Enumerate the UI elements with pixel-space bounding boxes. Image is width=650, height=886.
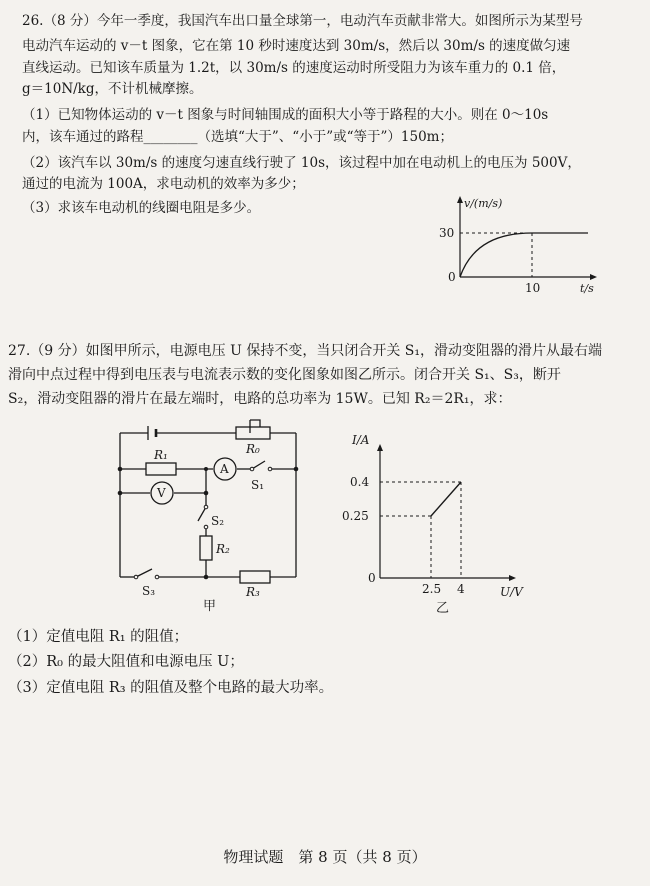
q26-line-7: （2）该汽车以 30m/s 的速度匀速直线行驶了 10s，该过程中加在电动机上的电压为 500V， (22, 155, 581, 171)
iu-x-arrow-icon (509, 575, 516, 581)
iu-y-tick-04: 0.4 (350, 475, 370, 489)
iu-caption: 乙 (436, 601, 450, 616)
r1-label: R₁ (154, 448, 168, 462)
q27-sub-3: （3）定值电阻 R₃ 的阻值及整个电路的最大功率。 (8, 680, 334, 696)
q26-line-9: （3）求该车电动机的线圈电阻是多少。 (22, 200, 261, 216)
iu-y-label: I/A (352, 433, 370, 447)
q27-sub-1: （1）定值电阻 R₁ 的阻值； (8, 629, 189, 645)
q26-line-2: 电动汽车运动的 v－t 图象，它在第 10 秒时速度达到 30m/s，然后以 30m/s 的速度做匀速 (22, 38, 571, 54)
voltmeter-label: V (157, 486, 166, 500)
r2-resistor (200, 536, 212, 560)
q27-line-2: 滑向中点过程中得到电压表与电流表示数的变化图象如图乙所示。闭合开关 S₁、S₃，断开 (8, 367, 561, 383)
r3-label: R₃ (246, 585, 260, 599)
r0-slider (250, 420, 260, 427)
iu-graph (340, 428, 530, 618)
r1-resistor (146, 463, 176, 475)
vt-origin: 0 (448, 270, 456, 284)
iu-origin: 0 (368, 571, 376, 585)
circuit-diagram (100, 415, 310, 615)
page-footer: 物理试题 第 8 页（共 8 页） (223, 848, 427, 866)
vt-x-tick-10: 10 (525, 281, 541, 295)
s2-label: S₂ (211, 514, 225, 528)
vt-x-label: t/s (580, 282, 594, 295)
r3-resistor (240, 571, 270, 583)
r0-label: R₀ (246, 442, 260, 456)
q27-line-3: S₂，滑动变阻器的滑片在最左端时，电路的总功率为 15W。已知 R₂＝2R₁，求： (8, 391, 512, 407)
iu-y-arrow-icon (377, 444, 383, 451)
q26-line-3: 直线运动。已知该车质量为 1.2t，以 30m/s 的速度运动时所受阻力为该车重力的 0.1 倍， (22, 60, 566, 76)
iu-x-tick-4: 4 (457, 582, 465, 596)
vt-y-label: v/(m/s) (464, 197, 503, 210)
s1-label: S₁ (251, 478, 265, 492)
vt-y-arrow-icon (457, 196, 463, 203)
ammeter-label: A (220, 462, 229, 476)
iu-y-tick-025: 0.25 (342, 509, 369, 523)
vt-graph (420, 195, 600, 300)
vt-curve (460, 233, 588, 277)
r0-resistor (236, 427, 270, 439)
q26-line-4: g＝10N/kg，不计机械摩擦。 (22, 81, 203, 97)
vt-x-arrow-icon (590, 274, 597, 280)
q26-line-1: 26.（8 分）今年一季度，我国汽车出口量全球第一，电动汽车贡献非常大。如图所示为某型号 (22, 13, 583, 29)
iu-x-label: U/V (500, 585, 523, 599)
s3-label: S₃ (142, 584, 156, 598)
vt-y-tick-30: 30 (439, 226, 455, 240)
r2-label: R₂ (216, 542, 230, 556)
q26-line-5: （1）已知物体运动的 v－t 图象与时间轴围成的面积大小等于路程的大小。则在 0～10s (22, 107, 549, 123)
q26-line-6: 内，该车通过的路程________（选填“大于”、“小于”或“等于”）150m； (22, 129, 453, 145)
q26-line-8: 通过的电流为 100A，求电动机的效率为多少； (22, 176, 305, 192)
s3-switch (136, 569, 152, 577)
s2-switch (198, 507, 206, 521)
q27-sub-2: （2）R₀ 的最大阻值和电源电压 U； (8, 654, 244, 670)
q27-line-1: 27.（9 分）如图甲所示，电源电压 U 保持不变，当只闭合开关 S₁，滑动变阻器的滑片从最右端 (8, 343, 602, 359)
iu-x-tick-25: 2.5 (422, 582, 442, 596)
iu-data-line (431, 482, 461, 516)
circuit-caption: 甲 (203, 599, 217, 614)
